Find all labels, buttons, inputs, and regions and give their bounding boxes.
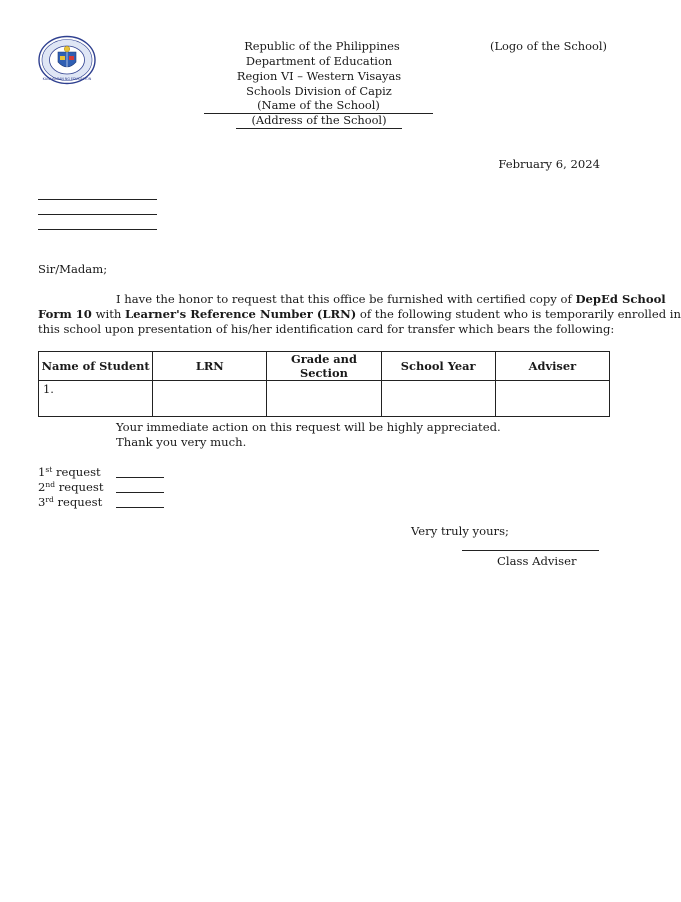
department-line: Department of Education <box>245 54 393 68</box>
cell-adviser <box>495 381 609 417</box>
division-line: Schools Division of Capiz <box>246 84 392 98</box>
student-table <box>38 351 610 417</box>
body-bold: Learner's Reference Number (LRN) <box>125 307 357 321</box>
request-1-blank <box>116 467 164 478</box>
region-line: Region VI – Western Visayas <box>236 69 402 83</box>
recipient-line-3 <box>38 229 157 230</box>
request-2 <box>38 480 103 495</box>
school-logo-placeholder: (Logo of the School) <box>490 39 607 53</box>
body-line-1 <box>116 292 666 307</box>
signature-line <box>462 550 599 551</box>
school-address-field: (Address of the School) <box>236 113 402 129</box>
salutation: Sir/Madam; <box>38 262 108 276</box>
request-2-blank <box>116 482 164 493</box>
body-text: I have the honor to request that this office be furnished with certified copy of <box>116 292 576 306</box>
col-header-grade-section: Grade and Section <box>267 352 381 381</box>
table-header-row <box>39 352 610 381</box>
col-header-name: Name of Student <box>39 352 153 381</box>
closing: Very truly yours; <box>411 524 509 538</box>
body-line-3: this school upon presentation of his/her identification card for transfer which bears the following: <box>38 322 615 336</box>
request-3-label: 3rd request <box>38 495 103 509</box>
cell-grade-section <box>267 381 381 417</box>
letter-date: February 6, 2024 <box>498 157 600 171</box>
cell-school-year <box>381 381 495 417</box>
republic-line: Republic of the Philippines <box>244 39 400 53</box>
request-1-label: 1st request <box>38 465 101 479</box>
seal-ring-text: KAGAWARAN NG EDUKASYON <box>42 77 92 81</box>
request-2-label: 2nd request <box>38 480 104 494</box>
cell-lrn <box>153 381 267 417</box>
col-header-lrn: LRN <box>153 352 267 381</box>
request-1 <box>38 465 101 480</box>
recipient-line-2 <box>38 214 157 215</box>
signatory-title: Class Adviser <box>497 554 577 568</box>
body-line-2 <box>38 307 681 322</box>
body-bold: Form 10 <box>38 307 92 321</box>
body-text: of the following student who is temporarily enrolled in <box>356 307 681 321</box>
thanks-line: Thank you very much. <box>116 435 247 449</box>
col-header-school-year: School Year <box>381 352 495 381</box>
request-3-blank <box>116 497 164 508</box>
table-row <box>39 381 610 417</box>
cell-student-name: 1. <box>39 381 153 417</box>
col-header-adviser: Adviser <box>495 352 609 381</box>
body-text: with <box>91 307 126 321</box>
recipient-line-1 <box>38 199 157 200</box>
school-name-field: (Name of the School) <box>204 98 433 114</box>
body-bold: DepEd School <box>575 292 666 306</box>
appreciation-line: Your immediate action on this request will be highly appreciated. <box>116 420 501 434</box>
request-3 <box>38 495 102 510</box>
